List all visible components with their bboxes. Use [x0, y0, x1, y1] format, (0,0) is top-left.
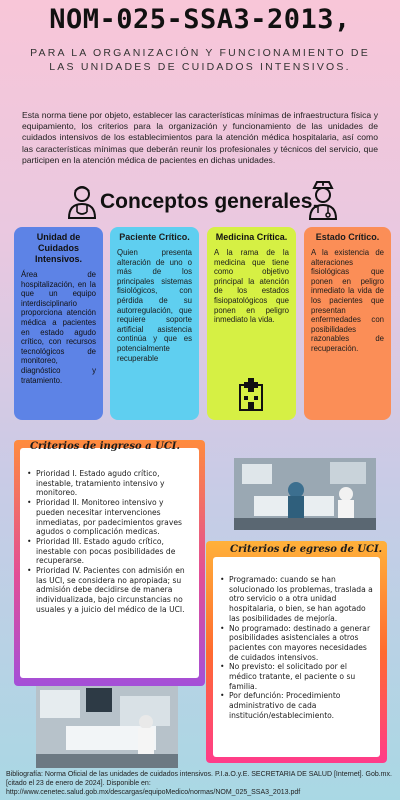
list-item: • Prioridad I. Estado agudo crítico, inestable, tratamiento intensivo y monitoreo. — [26, 469, 193, 498]
list-item: • Prioridad IV. Pacientes con admisión en las UCI, se considera no apropiada; su admisión debe decidirse de manera individualizada, bajo circunstancias no usuales y a juicio del médico de la UCI. — [26, 566, 193, 615]
list-item: • Por defunción: Procedimiento administrativo de cada institución/establecimiento. — [219, 691, 374, 720]
concept-card-uci — [14, 227, 103, 420]
concept-card-text: A la rama de la medicina que tiene como objetivo principal la atención de los estados fisiopatológicos que ponen en peligro inmediato la vida. — [214, 248, 289, 325]
icu-photo — [234, 458, 376, 530]
concept-card-medicina-critica — [207, 227, 296, 420]
hospital-icon — [237, 377, 265, 411]
list-item: • No programado: destinado a generar posibilidades asistenciales a otros pacientes con mayores necesidades de cuidados intensivos. — [219, 624, 374, 663]
egreso-panel — [213, 557, 380, 757]
doctor-icon — [66, 183, 98, 219]
page-subtitle: PARA LA ORGANIZACIÓN Y FUNCIONAMIENTO DE LAS UNIDADES DE CUIDADOS INTENSIVOS. — [30, 47, 370, 73]
concept-card-title: Paciente Crítico. — [119, 232, 190, 242]
concept-card-title: Unidad de Cuidados Intensivos. — [34, 232, 82, 264]
concept-card-title: Medicina Crítica. — [215, 232, 288, 242]
nurse-icon — [307, 180, 339, 220]
concept-card-text: A la existencia de alteraciones fisiológicas que ponen en peligro inmediato la vida de los pacientes que presentan enfermedades con posibilidades razonables de recuperación. — [311, 248, 384, 353]
ingreso-list — [26, 469, 193, 615]
concept-card-paciente-critico — [110, 227, 199, 420]
concept-card-text: Área de hospitalización, en la que un equipo interdisciplinario proporciona atención médica a pacientes en estado agudo crítico, con recursos tecnológicos de monitoreo, diagnóstico y tratamiento. — [21, 270, 96, 385]
concept-card-text: Quien presenta alteración de uno o más de los principales sistemas fisiológicos, con pérdida de su autorregulación, que requiere soporte artificial asistencia continúa y que es potencialmente recuperable — [117, 248, 192, 363]
bibliography: Bibliografía: Norma Oficial de las unidades de cuidados intensivos. P.I.a.O.y.E. SECRETARIA DE SALUD [Internet]. Gob.mx. [citado el 23 de enero de 2024]. Disponible en: http://www.cenetec.salud.gob.mx/descargas/equipoMedico/normas/NOM_025_SSA3_2013.pdf — [6, 771, 392, 796]
concept-card-estado-critico — [304, 227, 391, 420]
list-item: • No previsto: el solicitado por el médico tratante, el paciente o su familia. — [219, 662, 374, 691]
intro-paragraph: Esta norma tiene por objeto, establecer las características mínimas de infraestructura física y equipamiento, los criterios para la organización y funcionamiento de las unidades de cuidados intensivos de los establecimientos para la atención médica hospitalaria, así como las características mínimas que deberán reunir los profesionales y técnicos del servicio, que participen en la atención médica de pacientes en dichas unidades. — [22, 110, 378, 165]
list-item: • Programado: cuando se han solucionado los problemas, traslada a otro servicio o a otra unidad hospitalaria, o bien, se han agotado las posibilidades de mejoría. — [219, 575, 374, 624]
concept-card-title: Estado Crítico. — [315, 232, 380, 242]
concepts-title: Conceptos generales. — [100, 190, 319, 213]
icu-bed-photo — [36, 686, 178, 768]
ingreso-title: Criterios de ingreso a UCI. — [30, 441, 180, 452]
egreso-list — [219, 575, 374, 721]
list-item: • Prioridad III. Estado agudo crítico, inestable con pocas posibilidades de recuperarse. — [26, 537, 193, 566]
egreso-title: Criterios de egreso de UCI. — [230, 544, 383, 555]
page-title: NOM-025-SSA3-2013, — [49, 4, 351, 35]
list-item: • Prioridad II. Monitoreo intensivo y pueden necesitar intervenciones inmediatas, por padecimientos graves agudos o complicación medicas. — [26, 498, 193, 537]
ingreso-panel — [20, 448, 199, 678]
